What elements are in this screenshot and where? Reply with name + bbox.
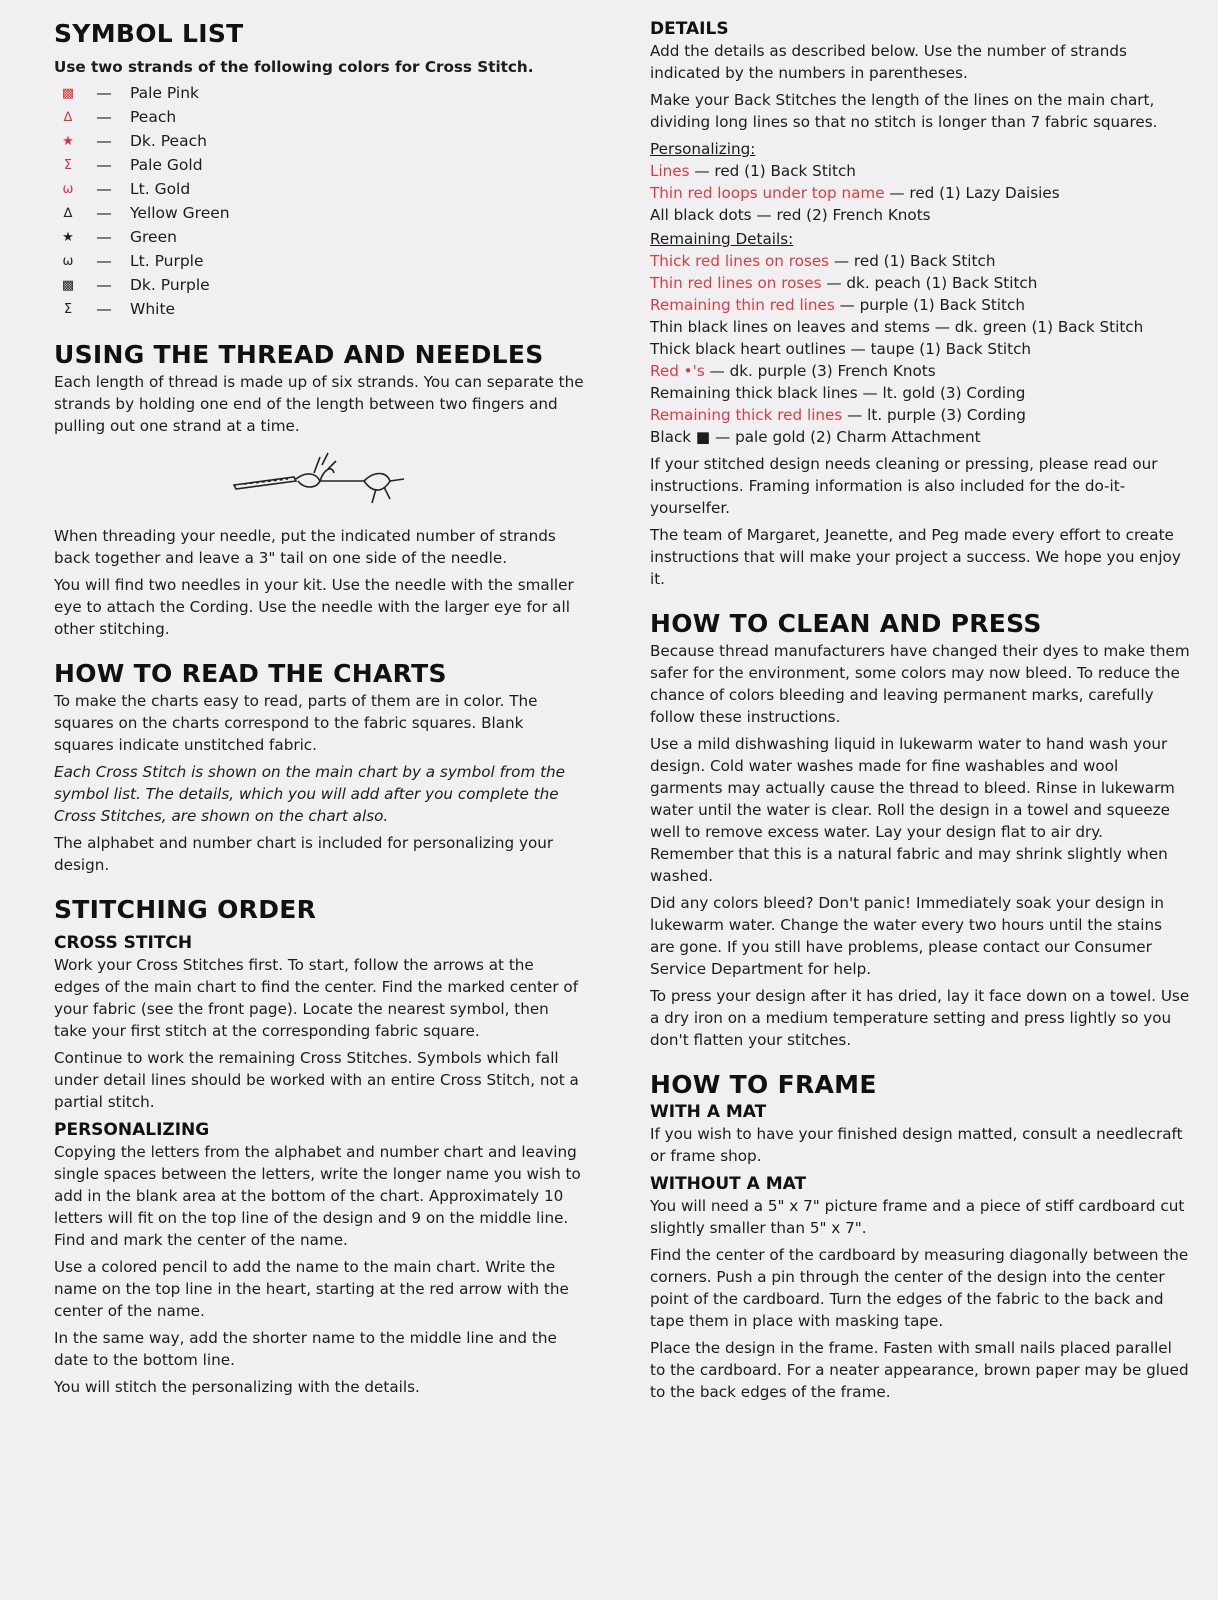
symbol-color: White [130, 300, 176, 318]
frame-p4: Place the design in the frame. Fasten with small nails placed parallel to the cardboard. For a neater appearance, brown paper may be glued to the back edges of the frame. [650, 1339, 1189, 1401]
thread-title: USING THE THREAD AND NEEDLES [54, 340, 544, 369]
detail-line: Thin black lines on leaves and stems — dk. green (1) Back Stitch [650, 318, 1144, 336]
frame-p1: If you wish to have your finished design matted, consult a needlecraft or frame shop. [650, 1125, 1183, 1165]
dash: — [96, 180, 112, 198]
right-column [650, 18, 1190, 1408]
dash: — [96, 108, 112, 126]
personalizing-heading: Personalizing: [650, 140, 756, 158]
charts-p1: To make the charts easy to read, parts of them are in color. The squares on the charts correspond to the fabric squares. Blank squares indicate unstitched fabric. [54, 692, 538, 754]
star-symbol-icon: ★ [62, 133, 74, 149]
order-title: STITCHING ORDER [54, 895, 317, 924]
triangle-symbol-icon: ∆ [63, 205, 73, 221]
remaining-details-heading: Remaining Details: [650, 230, 794, 248]
frame-section [650, 1069, 1190, 1403]
clean-p1: Because thread manufacturers have changed their dyes to make them safer for the environment, some colors may now bleed. To reduce the chance of colors bleeding and leaving permanent marks, carefully follow these instructions. [650, 642, 1190, 726]
without-mat-subtitle: WITHOUT A MAT [650, 1174, 807, 1194]
symbol-row [58, 177, 584, 201]
symbol-color: Pale Gold [130, 156, 203, 174]
star-symbol-icon: ★ [62, 229, 74, 245]
dash: — [96, 276, 112, 294]
charts-p3: The alphabet and number chart is included for personalizing your design. [54, 834, 554, 874]
detail-line: Thick red lines on roses — red (1) Back Stitch [650, 252, 996, 270]
dash: — [96, 156, 112, 174]
symbol-color: Lt. Gold [130, 180, 191, 198]
order-p4: Use a colored pencil to add the name to the main chart. Write the name on the top line in the heart, starting at the red arrow with the center of the name. [54, 1258, 569, 1320]
detail-line: Thin red loops under top name — red (1) Lazy Daisies [650, 184, 1060, 202]
details-p3: If your stitched design needs cleaning or pressing, please read our instructions. Framing information is also included for the do-it-yourselfer. [650, 455, 1158, 517]
dash: — [96, 132, 112, 150]
detail-line: Black ■ — pale gold (2) Charm Attachment [650, 428, 981, 446]
symbol-row [58, 129, 584, 153]
symbol-color: Dk. Peach [130, 132, 207, 150]
dash: — [96, 300, 112, 318]
symbol-list-intro: Use two strands of the following colors for Cross Stitch. [54, 58, 534, 76]
sigma-symbol-icon: Σ [63, 301, 73, 317]
omega-symbol-icon: ω [62, 253, 74, 269]
symbol-row [58, 81, 584, 105]
detail-line: Remaining thick black lines — lt. gold (3) Cording [650, 384, 1026, 402]
clean-section [650, 608, 1190, 1051]
symbol-row [58, 249, 584, 273]
cross-stitch-subtitle: CROSS STITCH [54, 933, 193, 953]
dash: — [96, 228, 112, 246]
symbol-row [58, 273, 584, 297]
detail-line: Remaining thick red lines — lt. purple (3) Cording [650, 406, 1026, 424]
details-title: DETAILS [650, 19, 729, 39]
detail-line: Remaining thin red lines — purple (1) Back Stitch [650, 296, 1025, 314]
symbol-row [58, 225, 584, 249]
thread-p2: When threading your needle, put the indicated number of strands back together and leave a 3" tail on one side of the needle. [54, 527, 556, 567]
order-p3: Copying the letters from the alphabet and number chart and leaving single spaces between the letters, write the longer name you wish to add in the blank area at the bottom of the chart. Approximately 10 letters will fit on the top line of the design and 9 on the middle line. Find and mark the center of the name. [54, 1143, 581, 1249]
frame-title: HOW TO FRAME [650, 1070, 877, 1099]
personalizing-subtitle: PERSONALIZING [54, 1120, 210, 1140]
charts-p2: Each Cross Stitch is shown on the main chart by a symbol from the symbol list. The details, which you will add after you complete the Cross Stitches, are shown on the chart also. [54, 763, 566, 825]
order-p5: In the same way, add the shorter name to the middle line and the date to the bottom line. [54, 1329, 557, 1369]
symbol-color: Peach [130, 108, 177, 126]
order-p6: You will stitch the personalizing with the details. [54, 1378, 420, 1396]
clean-title: HOW TO CLEAN AND PRESS [650, 609, 1042, 638]
thread-p1: Each length of thread is made up of six strands. You can separate the strands by holding one end of the length between two fingers and pulling out one strand at a time. [54, 373, 584, 435]
detail-line: Red •'s — dk. purple (3) French Knots [650, 362, 936, 380]
clean-p2: Use a mild dishwashing liquid in lukewarm water to hand wash your design. Cold water washes made for fine washables and wool garments may actually cause the thread to bleed. Rinse in lukewarm water until the water is clear. Roll the design in a towel and squeeze well to remove excess water. Lay your design flat to air dry. Remember that this is a natural fabric and may shrink slightly when washed. [650, 735, 1175, 885]
charts-section [54, 658, 584, 876]
symbol-color: Pale Pink [130, 84, 200, 102]
thread-p3: You will find two needles in your kit. Use the needle with the smaller eye to attach the Cording. Use the needle with the larger eye for all other stitching. [54, 576, 574, 638]
details-p4: The team of Margaret, Jeanette, and Peg made every effort to create instructions that will make your project a success. We hope you enjoy it. [650, 526, 1181, 588]
symbol-row [58, 105, 584, 129]
symbol-list [58, 81, 584, 321]
with-mat-subtitle: WITH A MAT [650, 1102, 767, 1122]
clean-p3: Did any colors bleed? Don't panic! Immediately soak your design in lukewarm water. Change the water every two hours until the stains are gone. If you still have problems, please contact our Consumer Service Department for help. [650, 894, 1165, 978]
dash: — [96, 84, 112, 102]
details-p2: Make your Back Stitches the length of the lines on the main chart, dividing long lines so that no stitch is longer than 7 fabric squares. [650, 91, 1158, 131]
clean-p4: To press your design after it has dried, lay it face down on a towel. Use a dry iron on a medium temperature setting and press lightly so you don't flatten your stitches. [650, 987, 1190, 1049]
sigma-symbol-icon: Σ [63, 157, 73, 173]
detail-line: Lines — red (1) Back Stitch [650, 162, 856, 180]
triangle-symbol-icon: ∆ [63, 109, 73, 125]
frame-p2: You will need a 5" x 7" picture frame and a piece of stiff cardboard cut slightly smaller than 5" x 7". [650, 1197, 1185, 1237]
order-p1: Work your Cross Stitches first. To start, follow the arrows at the edges of the main chart to find the center. Find the marked center of your fabric (see the front page). Locate the nearest symbol, then take your first stitch at the corresponding fabric square. [54, 956, 579, 1040]
detail-line: All black dots — red (2) French Knots [650, 206, 931, 224]
needle-threading-icon [224, 451, 414, 507]
omega-symbol-icon: ω [62, 181, 74, 197]
symbol-color: Green [130, 228, 177, 246]
symbol-color: Dk. Purple [130, 276, 210, 294]
order-p2: Continue to work the remaining Cross Stitches. Symbols which fall under detail lines should be worked with an entire Cross Stitch, not a partial stitch. [54, 1049, 579, 1111]
cross-hatch-symbol-icon: ▩ [61, 85, 75, 101]
thread-section [54, 339, 584, 640]
dash: — [96, 252, 112, 270]
charts-title: HOW TO READ THE CHARTS [54, 659, 447, 688]
symbol-row [58, 297, 584, 321]
symbol-row [58, 201, 584, 225]
cross-hatch-symbol-icon: ▩ [61, 277, 75, 293]
symbol-list-title: SYMBOL LIST [54, 19, 244, 48]
details-p1: Add the details as described below. Use the number of strands indicated by the numbers in parentheses. [650, 42, 1127, 82]
order-section [54, 894, 584, 1398]
dash: — [96, 204, 112, 222]
detail-line: Thin red lines on roses — dk. peach (1) Back Stitch [650, 274, 1038, 292]
symbol-row [58, 153, 584, 177]
symbol-color: Lt. Purple [130, 252, 204, 270]
symbol-color: Yellow Green [130, 204, 230, 222]
frame-p3: Find the center of the cardboard by measuring diagonally between the corners. Push a pin through the center of the design into the center point of the cardboard. Turn the edges of the fabric to the back and tape them in place with masking tape. [650, 1246, 1189, 1330]
left-column [54, 18, 584, 1403]
detail-line: Thick black heart outlines — taupe (1) Back Stitch [650, 340, 1032, 358]
